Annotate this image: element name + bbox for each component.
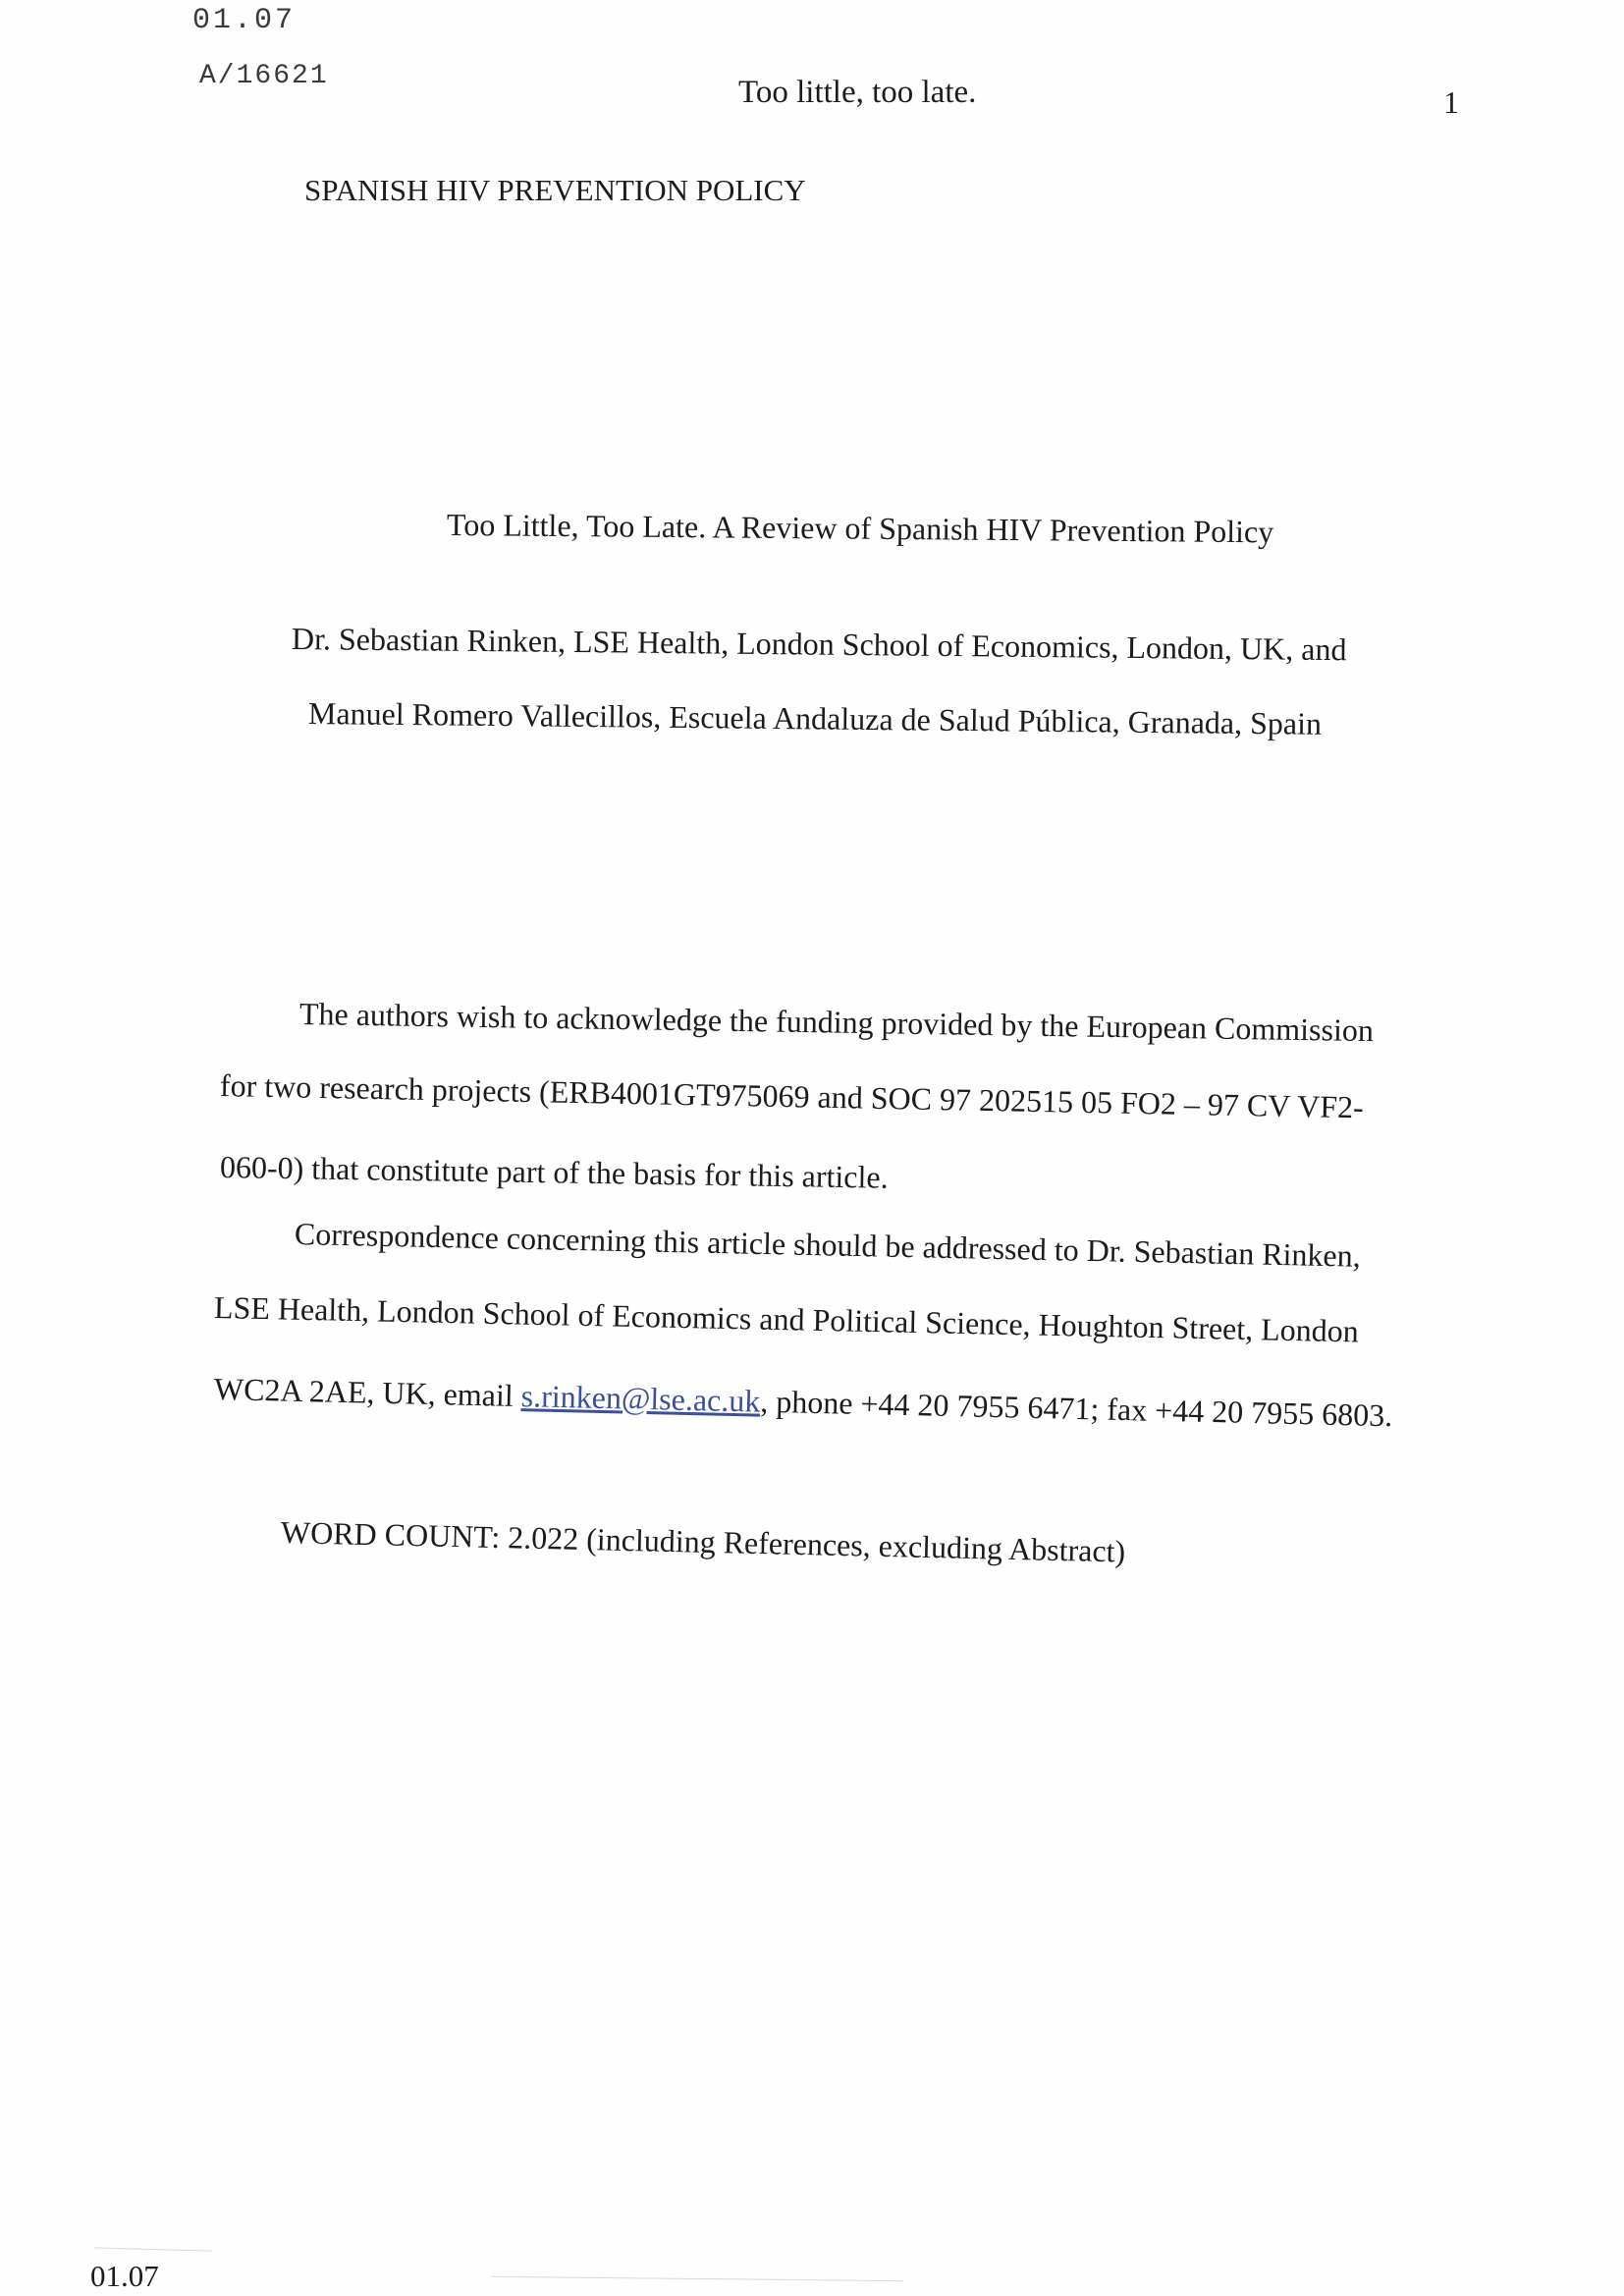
correspondence-line-1: Correspondence concerning this article should be addressed to Dr. Sebastian Rinken, [294,1216,1362,1274]
email-link[interactable]: s.rinken@lse.ac.uk [520,1378,761,1419]
correspondence-address-prefix: WC2A 2AE, UK, email [213,1371,522,1414]
page-number: 1 [1443,84,1459,120]
correspondence-line-2: LSE Health, London School of Economics and Political Science, Houghton Street, London [213,1289,1360,1349]
acknowledgment-line-2: for two research projects (ERB4001GT975069 and SOC 97 202515 05 FO2 – 97 CV VF2- [219,1067,1365,1125]
short-title: SPANISH HIV PREVENTION POLICY [304,173,806,207]
authors-line-1: Dr. Sebastian Rinken, LSE Health, London School of Economics, London, UK, and [291,621,1347,668]
authors-line-2: Manuel Romero Vallecillos, Escuela Andaluza de Salud Pública, Granada, Spain [307,695,1323,741]
correspondence-phone-fax: , phone +44 20 7955 6471; fax +44 20 7955 6803. [759,1383,1393,1434]
date-stamp-top: 01.07 [192,8,297,33]
archive-code-stamp: A/16621 [199,61,329,91]
acknowledgment-line-1: The authors wish to acknowledge the funding provided by the European Commission [298,996,1375,1049]
article-title: Too Little, Too Late. A Review of Spanish HIV Prevention Policy [446,507,1274,550]
scan-edge-mark [94,2247,212,2251]
word-count: WORD COUNT: 2.022 (including References, excluding Abstract) [280,1514,1126,1569]
running-head: Too little, too late. [738,75,977,110]
correspondence-line-3 [214,1371,1393,1434]
scan-edge-mark [491,2276,903,2281]
date-stamp-footer: 01.07 [90,2259,159,2293]
acknowledgment-line-3: 060-0) that constitute part of the basis for this article. [219,1149,889,1195]
